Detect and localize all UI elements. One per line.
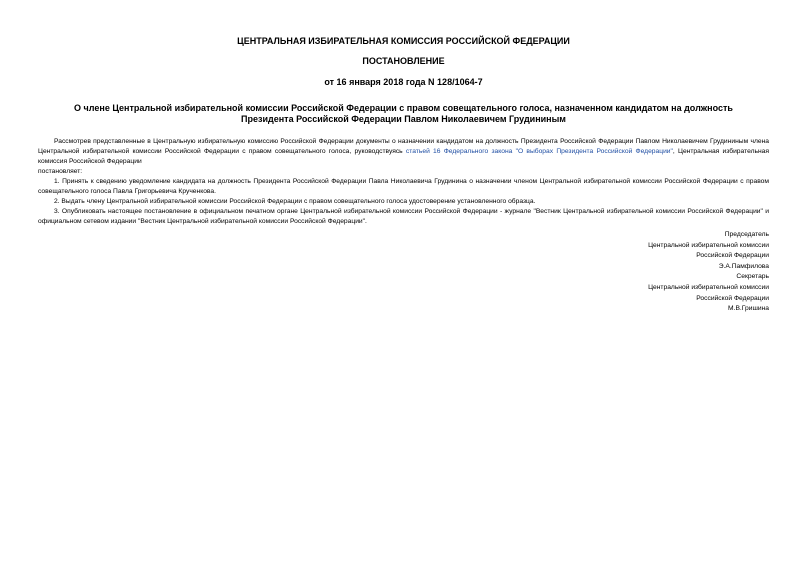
intro-text: Рассмотрев представленные в Центральную избирательную комиссию Российской Федерации документы о назначении кандидатом на должность Президента Российской Федерации Павлом Николаевичем Грудининым члена Центральной избирательной комиссии Российской Федерации с правом совещательного голоса, руководствуясь: [38, 138, 769, 155]
resolves-line: постановляет:: [38, 168, 83, 175]
issuing-organization: ЦЕНТРАЛЬНАЯ ИЗБИРАТЕЛЬНАЯ КОМИССИЯ РОССИЙСКОЙ ФЕДЕРАЦИИ: [237, 36, 570, 46]
document-body: [38, 137, 769, 227]
secretary-name: М.В.Гришина: [728, 305, 769, 313]
document-title: О члене Центральной избирательной комиссии Российской Федерации с правом совещательного голоса, назначенном кандидатом на должность Президента Российской Федерации Павлом Николаевичем Грудининым: [74, 103, 733, 124]
document-date-number: от 16 января 2018 года N 128/1064-7: [324, 77, 483, 87]
secretary-org-line-1: Центральной избирательной комиссии: [648, 283, 769, 291]
law-article-link[interactable]: статьей 16 Федерального закона "О выборах Президента Российской Федерации": [405, 148, 673, 155]
intro-paragraph: [38, 137, 769, 167]
intro-text-end: , Центральная избирательная комиссия Российской Федерации: [38, 148, 769, 165]
chair-org-line-1: Центральной избирательной комиссии: [648, 241, 769, 249]
document-type: ПОСТАНОВЛЕНИЕ: [362, 56, 445, 66]
secretary-org-line-2: Российской Федерации: [696, 294, 769, 302]
signature-block: [469, 230, 769, 315]
chair-name: Э.А.Памфилова: [718, 262, 769, 270]
chair-title: Председатель: [724, 231, 769, 238]
secretary-title: Секретарь: [736, 273, 769, 281]
chair-org-line-2: Российской Федерации: [696, 252, 769, 260]
item-2: 2. Выдать члену Центральной избирательной комиссии Российской Федерации с правом совещательного голоса удостоверение установленного образца.: [54, 198, 536, 205]
item-3: 3. Опубликовать настоящее постановление в официальном печатном органе Центральной избирательной комиссии Российской Федерации - журнале "Вестник Центральной избирательной комиссии Российской Федерации" и официальном сетевом издании "Вестник Центральной избирательной комиссии Российской Федерации".: [38, 208, 769, 225]
item-1: 1. Принять к сведению уведомление кандидата на должность Президента Российской Федерации Павла Николаевича Грудинина о назначении членом Центральной избирательной комиссии Российской Федерации с правом совещательного голоса Павла Григорьевича Крученкова.: [38, 178, 769, 195]
